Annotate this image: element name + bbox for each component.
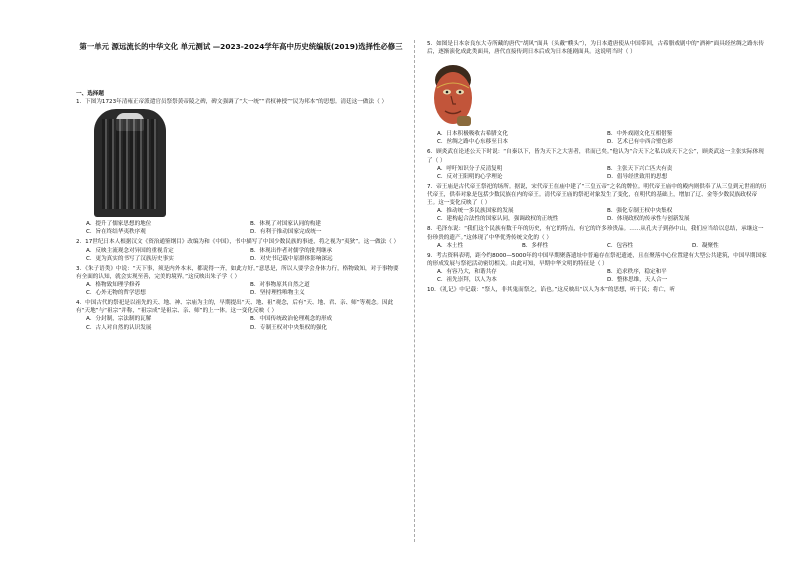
question-8 <box>427 225 767 249</box>
option-c[interactable]: C．更为真实的书写了汉族历史事实 <box>86 255 174 262</box>
option-d[interactable]: D．凝聚性 <box>692 242 719 249</box>
option-a[interactable]: A．有容乃大，和谐共存 <box>437 268 497 275</box>
question-text: 5．如图是日本奈良东大寺所藏的唐代“胡风”面具（头戴“幞头”），为日本遣唐使从中国带回，古希腊戏剧中的“酒神”面具经丝绸之路东传后，逐渐演化成此类面具，唐代直接传到日本后成为日本能剧面具。这说明当时（ ） <box>427 41 764 56</box>
question-text: 3．《朱子语类》中说：“天下事，须是内外本末，都说得一齐，如此方好。”意思是，所以人要学会身体力行，格物致知，对于事物要有全面的认知，就会实现至善，完美的境界。”这反映出朱子学（ ） <box>76 265 399 280</box>
question-text: 7．帝王庙是古代帝王祭祀的场所。据说，宋代帝王在庙中建了“三皇五帝”之名的牌位。明代帝王庙中的殿内则供奉了从三皇到元世祖的历代帝王，供奉对象是包括少数民族在内的帝王。清代帝王庙的祭祀对象发生了变化，在明代的基础上，增加了辽、金等少数民族政权帝王。这一变化反映了（ ） <box>427 183 767 207</box>
question-4 <box>76 299 404 331</box>
option-c[interactable]: C．心外无物的哲学思想 <box>86 290 146 297</box>
question-2 <box>76 238 404 262</box>
option-a[interactable]: A．格物致知理学修养 <box>86 281 141 288</box>
option-d[interactable]: D．倡导经世致用的思想 <box>607 173 668 180</box>
section-heading: 一、选择题 <box>76 91 104 97</box>
option-b[interactable]: B．对事物原其自然之道 <box>250 281 310 288</box>
option-c[interactable]: C．古人对自然的认识发展 <box>86 324 152 331</box>
option-b[interactable]: B．追求秩序，稳定和平 <box>607 268 667 275</box>
question-text: 8．毛泽东说：“我们这个民族有数千年的历史，有它的特点，有它的许多珍贵品。……从孔夫子到孙中山，我们应当给以总结，承继这一份珍贵的遗产。”这体现了中华优秀传统文化的（ ） <box>427 226 764 241</box>
option-c[interactable]: C．祖先崇拜，以人为本 <box>437 277 497 284</box>
option-c[interactable]: C．丝绸之路中心东移至日本 <box>437 139 509 146</box>
option-c[interactable]: C．包容性 <box>607 242 634 249</box>
option-d[interactable]: D．整体思维，天人合一 <box>607 277 668 284</box>
option-a[interactable]: A．提升了儒家思想的地位 <box>86 221 152 228</box>
option-a[interactable]: A．推动统一多民族国家的发展 <box>437 208 514 215</box>
option-b[interactable]: B．多样性 <box>522 242 549 249</box>
option-a[interactable]: A．分封制，宗法制的瓦解 <box>86 316 152 323</box>
question-text: 4．中国古代的祭祀是以祖先的天、地、神、宗庙为主的，早期提出“天、地、祖”观念，后有“天、地、君、亲、师”等观念。因此有“天地”与“祖宗”并称，“祖宗成”是祖宗、亲、师”的上一体。这一变化反映（ ） <box>76 300 394 315</box>
option-b[interactable]: B．中国传统政治伦理观念的形成 <box>250 316 333 323</box>
option-d[interactable]: D．体现政权的传承性与创新发展 <box>607 216 690 223</box>
question-1 <box>76 98 404 236</box>
option-b[interactable]: B．主张天下兴亡匹夫有责 <box>607 165 673 172</box>
left-column <box>76 88 404 334</box>
question-5 <box>427 40 767 146</box>
option-c[interactable]: C．反对王阳明的心学理论 <box>437 173 503 180</box>
option-b[interactable]: B．中外戏剧文化互相借鉴 <box>607 131 673 138</box>
option-d[interactable]: D．对史书记载中原群体影响深远 <box>250 255 333 262</box>
option-c[interactable]: C．旨在终结华夷秩序观 <box>86 229 146 236</box>
question-text: 10．《礼记》中记载：“祭人，非其鬼而祭之，谄也。”这反映出“以人为本”的思想，听于民；将亡，听 <box>427 287 676 294</box>
question-6 <box>427 148 767 180</box>
question-text: 2．17世纪日本人根据汉文《资治通鉴纲目》改编为和《中国》，书中描写了中国少数民族的事迹，将之视为“夷狄”。这一做法（ ） <box>76 239 400 246</box>
question-text: 1．下图为1723年清雍正帝派遣官员祭祭黄帝陵之碑，碑文强调了“大一统”“君权神授”“民为邦本”的思想。清廷这一做法（ ） <box>76 99 388 106</box>
question-text: 9．考古资料表明，距今约8000—5000年的中国早期聚落遗址中普遍存在祭祀遗迹，且在聚落中心位置建有大型公共建筑，中国早期国家的形成发展与祭祀活动密切相关。由此可知，早期中华文明的特征是（ ） <box>427 252 767 267</box>
option-b[interactable]: B．强化专制王权中央集权 <box>607 208 673 215</box>
right-column <box>427 40 767 295</box>
option-d[interactable]: D．专制王权对中央集权的强化 <box>250 324 328 331</box>
column-divider <box>414 40 415 542</box>
option-d[interactable]: D．艺术已有中西合璧色彩 <box>607 139 673 146</box>
option-a[interactable]: A．日本积极吸收古希腊文化 <box>437 131 508 138</box>
option-a[interactable]: A．反映主流观念对异国的重视肯定 <box>86 247 174 254</box>
option-c[interactable]: C．建构起合法性的国家认同，强调政权的正统性 <box>437 216 559 223</box>
option-d[interactable]: D．有利于推动国家完成统一 <box>250 229 322 236</box>
question-7 <box>427 183 767 224</box>
stele-rubbing-image <box>94 109 166 217</box>
question-10 <box>427 286 767 294</box>
option-a[interactable]: A．本土性 <box>437 242 464 249</box>
page-title: 第一单元 源远流长的中华文化 单元测试 —2023-2024学年高中历史统编版(2019)选择性必修三 <box>79 42 403 51</box>
question-9 <box>427 252 767 284</box>
question-3 <box>76 265 404 297</box>
question-text: 6．顾炎武在论述公天下时说：“自秦以下，皆为天下之大害者，君而已矣。”他认为“合天下之私以成天下之公”，顾炎武这一主张实际体现了（ ） <box>427 149 764 164</box>
mask-image <box>427 58 479 128</box>
option-b[interactable]: B．体现了对国家认同的构建 <box>250 221 321 228</box>
option-b[interactable]: B．体现出作者对儒学的批判继承 <box>250 247 333 254</box>
option-d[interactable]: D．坚持理性唯物主义 <box>250 290 305 297</box>
option-a[interactable]: A．呼吁知识分子反清复明 <box>437 165 503 172</box>
